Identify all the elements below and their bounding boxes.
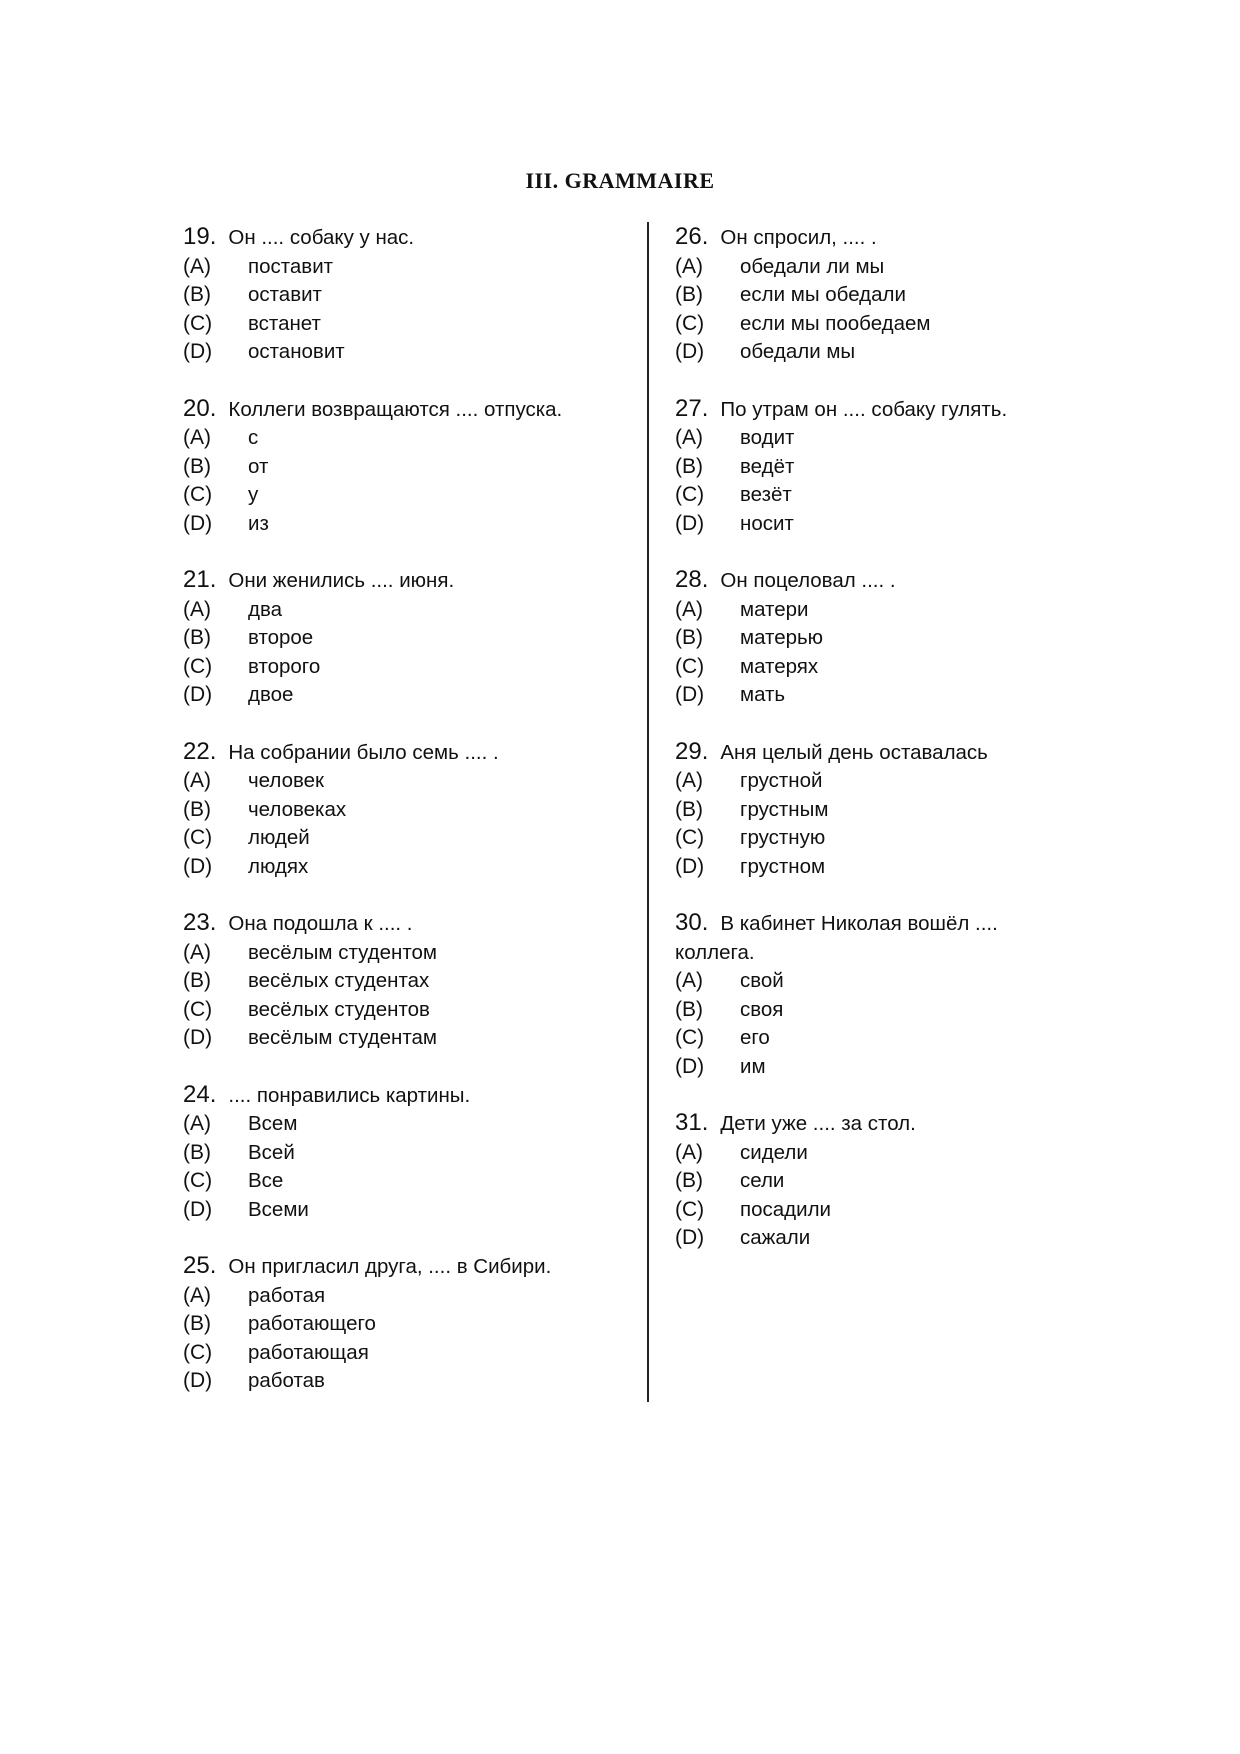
option-text: матери [740,597,809,621]
option-text: второе [248,626,314,649]
option-text: сели [740,1169,785,1192]
question-21 [183,566,633,710]
option-text: матерью [740,626,824,649]
question-text-continued: коллега. [675,940,755,964]
option-letter: (A) [675,426,703,449]
answer-option [675,424,1075,453]
answer-option [675,338,1075,367]
option-text: из [248,511,269,535]
option-text: работая [248,1283,326,1307]
option-letter: (A) [183,254,211,278]
option-letter: (D) [183,1026,213,1049]
answer-option [183,1282,633,1311]
option-letter: (B) [183,454,211,478]
option-letter: (C) [183,1340,213,1364]
option-text: грустную [740,826,826,849]
answer-option [183,624,633,653]
question-30 [675,909,1075,1081]
option-text: весёлым студентом [248,940,437,964]
answer-option [675,653,1075,682]
option-letter: (B) [675,797,703,821]
option-text: встанет [248,311,321,335]
option-text: Все [248,1169,284,1192]
answer-option [183,281,633,310]
option-letter: (B) [183,626,211,649]
question-20 [183,395,633,539]
option-text: остановит [248,340,345,363]
option-text: работав [248,1369,325,1392]
question-line [183,1252,633,1282]
option-text: посадили [740,1197,831,1221]
answer-option [183,1339,633,1368]
answer-option [675,824,1075,853]
option-letter: (B) [675,454,703,478]
question-line [183,738,633,768]
answer-option [183,653,633,682]
option-letter: (C) [183,311,213,335]
option-letter: (D) [183,511,213,535]
question-text: Он поцеловал .... . [720,569,896,592]
option-text: носит [740,511,794,535]
answer-option [183,481,633,510]
answer-option [675,996,1075,1025]
answer-option [675,510,1075,539]
option-letter: (D) [675,854,705,878]
question-number: 24. [183,1080,217,1108]
answer-option [183,1110,633,1139]
question-text: Он спросил, .... . [720,226,877,249]
answer-option [675,1224,1075,1253]
option-letter: (C) [675,826,705,849]
question-text: На собрании было семь .... . [228,740,499,764]
option-text: людей [248,826,310,849]
question-text: Она подошла к .... . [228,912,413,935]
option-letter: (A) [183,1112,211,1135]
question-text: В кабинет Николая вошёл .... [720,912,998,935]
option-letter: (A) [183,769,211,792]
option-letter: (C) [183,483,213,506]
answer-option [675,767,1075,796]
option-letter: (B) [183,969,211,992]
option-text: оставит [248,283,322,306]
answer-option [675,281,1075,310]
answer-option [183,424,633,453]
question-text: Коллеги возвращаются .... отпуска. [228,397,563,421]
option-text: обедали мы [740,340,856,363]
option-text: везёт [740,483,792,506]
option-text: сажали [740,1226,811,1249]
option-text: весёлых студентах [248,969,430,992]
answer-option [675,853,1075,882]
question-line [183,566,633,596]
question-number: 21. [183,566,217,593]
option-text: мать [740,683,786,706]
question-line [183,223,633,253]
question-text: Он .... собаку у нас. [228,226,415,249]
answer-option [183,681,633,710]
answer-option [183,453,633,482]
answer-option [183,824,633,853]
option-text: своя [740,997,784,1021]
answer-option [675,253,1075,282]
question-line [183,909,633,939]
option-text: Всеми [248,1197,309,1221]
option-letter: (D) [183,340,213,363]
question-line [675,909,1075,939]
option-letter: (D) [675,1054,705,1078]
option-letter: (C) [183,826,213,849]
question-number: 28. [675,566,709,593]
question-line [675,566,1075,596]
answer-option [183,767,633,796]
answer-option [675,681,1075,710]
answer-option [183,967,633,996]
answer-option [675,1196,1075,1225]
option-text: поставит [248,254,334,278]
question-number: 22. [183,737,217,765]
option-text: с [248,426,259,449]
option-text: ведёт [740,454,795,478]
option-letter: (C) [183,654,213,678]
option-text: если мы пообедаем [740,311,931,335]
question-29 [675,738,1075,882]
answer-option [675,1024,1075,1053]
option-text: от [248,454,269,478]
question-number: 30. [675,909,709,936]
option-letter: (B) [675,997,703,1021]
question-28 [675,566,1075,710]
option-letter: (C) [675,311,705,335]
option-letter: (A) [675,1140,703,1164]
answer-option [183,338,633,367]
question-line [675,738,1075,768]
answer-option [183,510,633,539]
question-text: Он пригласил друга, .... в Сибири. [228,1255,552,1278]
option-text: весёлых студентов [248,997,430,1021]
option-letter: (C) [183,997,213,1021]
answer-option [675,481,1075,510]
option-letter: (A) [183,940,211,964]
option-letter: (A) [675,769,703,792]
answer-option [183,596,633,625]
option-text: человек [248,769,325,792]
answer-option [183,1196,633,1225]
answer-option [183,310,633,339]
option-letter: (A) [183,426,211,449]
option-text: грустной [740,769,823,792]
option-text: два [248,597,283,621]
option-letter: (A) [675,597,703,621]
option-text: сидели [740,1140,808,1164]
answer-option [675,796,1075,825]
question-26 [675,223,1075,367]
question-number: 23. [183,909,217,936]
question-22 [183,738,633,882]
answer-option [183,996,633,1025]
option-text: им [740,1054,766,1078]
question-31 [675,1109,1075,1253]
option-text: весёлым студентам [248,1026,437,1049]
option-text: грустном [740,854,826,878]
option-letter: (D) [675,683,705,706]
option-text: матерях [740,654,819,678]
answer-option [675,624,1075,653]
option-text: если мы обедали [740,283,906,306]
option-text: людях [248,854,309,878]
answer-option [183,939,633,968]
question-19 [183,223,633,367]
option-letter: (A) [183,1283,211,1307]
question-line [183,395,633,425]
option-text: человеках [248,797,347,821]
answer-option [183,1139,633,1168]
question-text: Дети уже .... за стол. [720,1112,916,1135]
option-text: двое [248,683,294,706]
answer-option [675,310,1075,339]
option-letter: (A) [183,597,211,621]
option-letter: (C) [675,654,705,678]
option-text: грустным [740,797,829,821]
option-text: водит [740,426,795,449]
answer-option [183,1167,633,1196]
question-text: Они женились .... июня. [228,569,455,592]
answer-option [183,1024,633,1053]
option-letter: (A) [675,969,703,992]
question-line [675,223,1075,253]
option-letter: (D) [183,683,213,706]
question-number: 26. [675,223,709,250]
question-number: 19. [183,223,217,250]
option-text: свой [740,969,784,992]
option-letter: (D) [675,511,705,535]
question-number: 27. [675,394,709,422]
option-letter: (C) [183,1169,213,1192]
option-letter: (D) [675,1226,705,1249]
option-text: у [248,483,259,506]
right-column [675,223,1075,1281]
question-number: 25. [183,1252,217,1279]
answer-option [675,596,1075,625]
column-divider [647,222,649,1402]
option-letter: (C) [675,483,705,506]
answer-option [183,853,633,882]
option-text: работающая [248,1340,369,1364]
option-letter: (B) [675,283,703,306]
answer-option [675,1167,1075,1196]
option-letter: (D) [183,854,213,878]
question-27 [675,395,1075,539]
option-letter: (B) [183,797,211,821]
answer-option [675,453,1075,482]
option-letter: (B) [183,1312,211,1335]
option-text: работающего [248,1312,376,1335]
option-letter: (B) [183,1140,211,1164]
question-23 [183,909,633,1053]
section-title: III. GRAMMAIRE [525,168,715,193]
option-text: Всей [248,1140,295,1164]
question-text: Аня целый день оставалась [720,740,988,764]
question-line [675,395,1075,425]
option-letter: (A) [675,254,703,278]
question-text: .... понравились картины. [228,1083,471,1107]
option-text: обедали ли мы [740,254,885,278]
answer-option [675,967,1075,996]
option-letter: (B) [675,1169,703,1192]
option-letter: (D) [183,1369,213,1392]
option-letter: (C) [675,1026,705,1049]
option-letter: (D) [183,1197,213,1221]
option-letter: (C) [675,1197,705,1221]
option-letter: (B) [183,283,211,306]
question-line [675,1109,1075,1139]
answer-option [183,796,633,825]
option-letter: (D) [675,340,705,363]
answer-option [183,253,633,282]
question-25 [183,1252,633,1396]
option-letter: (B) [675,626,703,649]
answer-option [183,1310,633,1339]
question-line [183,1081,633,1111]
question-number: 20. [183,394,217,422]
question-number: 31. [675,1109,709,1136]
option-text: Всем [248,1112,298,1135]
answer-option [675,1053,1075,1082]
question-24 [183,1081,633,1225]
option-text: его [740,1026,770,1049]
answer-option [675,1139,1075,1168]
left-column [183,223,633,1424]
question-number: 29. [675,737,709,765]
option-text: второго [248,654,321,678]
question-text: По утрам он .... собаку гулять. [720,397,1008,421]
answer-option [183,1367,633,1396]
